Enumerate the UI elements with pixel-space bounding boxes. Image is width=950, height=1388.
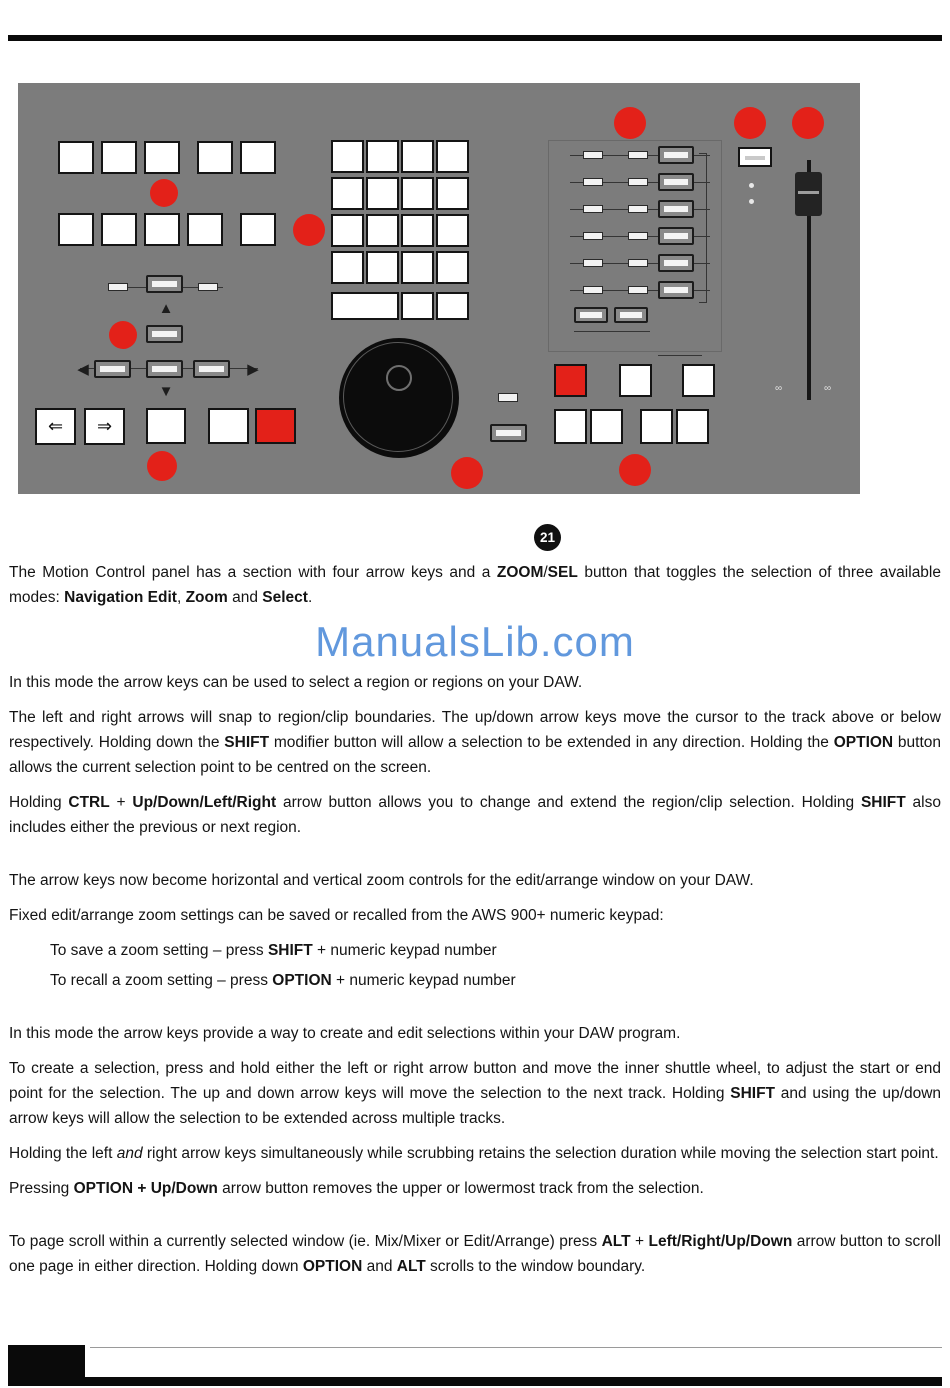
panel-button [554,409,587,444]
keypad-key [331,214,364,247]
panel-button [58,141,94,174]
panel-button [240,213,276,246]
keypad-key-wide [331,292,399,320]
led-window [628,205,648,213]
keypad-key [436,251,469,284]
led-window [198,283,218,291]
keypad-key [436,214,469,247]
panel-button [101,213,137,246]
paragraph: The Motion Control panel has a section with four arrow keys and a ZOOM/SEL button that toggles the selection of three available modes: Navigation Edit, Zoom and Select. [9,564,941,606]
led-window [628,286,648,294]
keypad-key [401,177,434,210]
motion-control-panel-figure [18,83,860,494]
led-window [628,232,648,240]
callout-marker [792,107,824,139]
paragraph: To page scroll within a currently selected window (ie. Mix/Mixer or Edit/Arrange) press ALT + Left/Right/Up/Down arrow button to scroll one page in either direction. Holding down OPTION and ALT scrolls to the window boundary. [9,1233,941,1275]
led-window [628,151,648,159]
keypad-key [436,140,469,173]
keypad-key [331,140,364,173]
led-window [583,232,603,240]
infinity-mark: ∞ [775,383,783,394]
panel-button [197,141,233,174]
led-window [108,283,128,291]
led-window [583,178,603,186]
mode-button [94,360,131,378]
panel-button [676,409,709,444]
panel-button [738,147,772,167]
panel-button [682,364,715,397]
group-line [574,331,650,332]
bracket-tick [699,153,706,154]
paragraph: Pressing OPTION + Up/Down arrow button removes the upper or lowermost track from the selection. [9,1180,704,1197]
footer-page-tab [8,1345,85,1381]
callout-marker [451,457,483,489]
led-window [583,259,603,267]
arrow-down-icon: ▼ [158,383,174,400]
callout-marker [293,214,325,246]
led-window [583,286,603,294]
callout-marker [147,451,177,481]
infinity-mark: ∞ [824,383,832,394]
led-dot [749,199,754,204]
panel-button [187,213,223,246]
transport-button [208,408,249,444]
manualslib-watermark: ManualsLib.com [315,618,635,665]
manual-text [9,560,941,1289]
led-window [583,205,603,213]
bottom-bar [8,1377,942,1386]
paragraph: To create a selection, press and hold either the left or right arrow button and move the inner shuttle wheel, to adjust the start or end point for the selection. The up and down arrow keys will move the selection to the next track. Holding SHIFT and using the up/down arrow keys will allow the selection to be extended across multiple tracks. [9,1060,942,1127]
fader-cap-line [798,191,819,194]
automation-button [614,307,648,323]
led-window [498,393,518,402]
keypad-key [401,214,434,247]
panel-button [101,141,137,174]
paragraph: Fixed edit/arrange zoom settings can be saved or recalled from the AWS 900+ numeric keypad: [9,907,664,924]
keypad-key [331,251,364,284]
top-rule [8,35,942,41]
panel-button [58,213,94,246]
automation-button [574,307,608,323]
led-window [583,151,603,159]
paragraph: The arrow keys now become horizontal and vertical zoom controls for the edit/arrange window on your DAW. [9,872,754,889]
arrow-left-icon: ◀ [77,361,89,378]
mode-button [146,325,183,343]
fader-cap [795,172,822,216]
panel-button [619,364,652,397]
bracket-tick [699,302,706,303]
keypad-key [401,251,434,284]
panel-button-red [554,364,587,397]
arrow-up-icon: ▲ [158,300,174,317]
panel-button [590,409,623,444]
automation-button [658,200,694,218]
panel-button [144,141,180,174]
paragraph: To recall a zoom setting – press OPTION + numeric keypad number [50,972,516,989]
callout-marker [734,107,766,139]
keypad-key [401,140,434,173]
automation-button [658,146,694,164]
skip-forward-button: ⇒ [84,408,125,445]
callout-marker [619,454,651,486]
panel-button [640,409,673,444]
mode-button [146,360,183,378]
automation-button [658,281,694,299]
led-window [628,259,648,267]
callout-marker [109,321,137,349]
mode-button [490,424,527,442]
automation-button [658,254,694,272]
automation-button [658,173,694,191]
keypad-key [366,140,399,173]
paragraph: To save a zoom setting – press SHIFT + numeric keypad number [50,942,497,959]
record-button [255,408,296,444]
keypad-key [401,292,434,320]
paragraph: Holding CTRL + Up/Down/Left/Right arrow button allows you to change and extend the region/clip selection. Holding SHIFT also includes either the previous or next region. [9,794,941,836]
mode-button [193,360,230,378]
bracket-line [706,153,707,303]
keypad-key [436,177,469,210]
keypad-key [366,177,399,210]
led-dot [749,183,754,188]
paragraph: Holding the left and right arrow keys simultaneously while scrubbing retains the selection duration while moving the selection start point. [9,1145,939,1162]
automation-button [658,227,694,245]
button-stripe [745,156,765,160]
paragraph: The left and right arrows will snap to region/clip boundaries. The up/down arrow keys move the cursor to the track above or below respectively. Holding down the SHIFT modifier button will allow a selection to be extended in any direction. Holding the OPTION button allows the current selection point to be centred on the screen. [9,709,942,776]
keypad-key [436,292,469,320]
figure-number-badge: 21 [534,524,561,551]
callout-marker [614,107,646,139]
jog-finger-dimple [386,365,412,391]
panel-button [240,141,276,174]
group-line [658,355,702,356]
keypad-key [366,214,399,247]
arrow-right-icon: ▶ [247,361,259,378]
transport-button [146,408,186,444]
panel-button [144,213,180,246]
led-window [628,178,648,186]
jog-wheel [339,338,459,458]
paragraph: In this mode the arrow keys can be used to select a region or regions on your DAW. [9,674,583,691]
skip-back-button: ⇐ [35,408,76,445]
keypad-key [366,251,399,284]
keypad-key [331,177,364,210]
footer-rule [90,1347,942,1348]
shuttle-ring [343,342,453,452]
paragraph: In this mode the arrow keys provide a way to create and edit selections within your DAW program. [9,1025,681,1042]
mode-button [146,275,183,293]
callout-marker [150,179,178,207]
